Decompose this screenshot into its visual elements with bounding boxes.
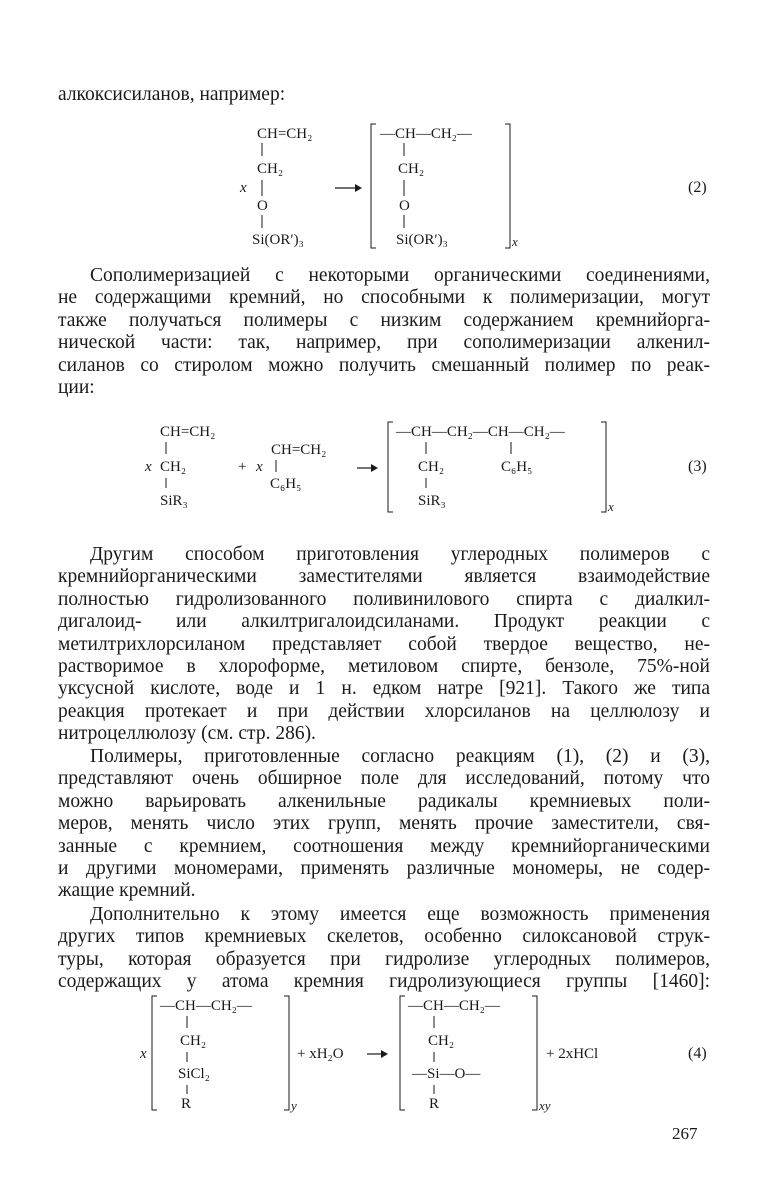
f3-b-1: C₆H₅: [270, 476, 302, 492]
p2-line: метилтрихлорсиланом представляет собой твердое вещество, не-: [58, 633, 710, 655]
f3-right-bot: SiR₃: [418, 493, 446, 509]
p1-line: Сополимеризацией с некоторыми органическими соединениями,: [90, 265, 710, 286]
f3-right-mid-a: CH₂: [418, 459, 445, 475]
f2-sub: x: [512, 234, 518, 249]
p2-line: Другим способом приготовления углеродных полимеров с: [90, 544, 710, 565]
p3-line: жащие кремний.: [58, 880, 196, 902]
p3-line: можно варьировать алкенильные радикалы кремниевых поли-: [58, 790, 710, 812]
formula-4: [0, 990, 774, 1115]
p3-line: меров, менять число этих групп, менять прочие заместители, свя-: [58, 813, 710, 835]
p4-line: туры, которая образуется при гидролизе углеродных полимеров,: [58, 948, 710, 970]
p4-line: Дополнительно к этому имеется еще возможность применения: [90, 904, 710, 925]
f4-right-2: —Si—O—: [412, 1066, 481, 1082]
p3-line: и другими мономерами, применять различные мономеры, не содер-: [58, 858, 710, 880]
p2-line: растворимое в хлороформе, метиловом спирте, бензоле, 75%-ной: [58, 656, 710, 678]
f2-left-1: CH₂: [257, 161, 284, 177]
f3-right-mid-b: C₆H₅: [501, 459, 533, 475]
f2-left-3: Si(OR′)₃: [252, 232, 304, 248]
f2-right-0: —CH—CH₂—: [380, 126, 472, 142]
f4-left-2: SiCl₂: [178, 1066, 210, 1082]
f2-arrow: [335, 184, 362, 192]
formula-2: [0, 118, 774, 253]
f2-number: (2): [688, 179, 707, 196]
p2-line: дигалоид- или алкилтригалоидсиланами. Продукт реакции с: [58, 611, 710, 633]
f3-arrow: [357, 464, 378, 472]
f2-right-2: O: [399, 198, 410, 214]
f4-left-0: —CH—CH₂—: [160, 998, 252, 1014]
formula-3: [0, 416, 774, 516]
p1-line: также получаться полимеры с низким содержанием кремнийорга-: [58, 309, 710, 331]
f3-a-0: CH=CH₂: [160, 424, 216, 440]
f4-water: + xH₂O: [297, 1046, 344, 1062]
f3-number: (3): [688, 458, 707, 475]
f2-right-1: CH₂: [398, 161, 425, 177]
f4-left-1: CH₂: [180, 1033, 207, 1049]
f3-a-2: SiR₃: [160, 493, 188, 509]
f3-plus: +: [238, 459, 247, 475]
paragraph-2: [58, 544, 710, 746]
paragraph-4: [58, 904, 710, 994]
f4-coef: x: [140, 1046, 147, 1062]
p4-line: содержащих у атома кремния гидролизующиеся группы [1460]:: [58, 971, 710, 993]
p1-line: нической части: так, например, при сополимеризации алкенил-: [58, 332, 710, 354]
f3-a-1: CH₂: [160, 459, 187, 475]
p2-line: полностью гидролизованного поливинилового спирта с диалкил-: [58, 588, 710, 610]
f4-right-3: R: [429, 1096, 440, 1112]
f3-right-top: —CH—CH₂—CH—CH₂—: [396, 424, 565, 440]
paragraph-1: [58, 265, 710, 399]
f2-right-3: Si(OR′)₃: [396, 232, 448, 248]
p3-line: Полимеры, приготовленные согласно реакциям (1), (2) и (3),: [90, 746, 710, 767]
f4-number: (4): [688, 1045, 707, 1062]
f3-b-0: CH=CH₂: [271, 442, 327, 458]
f2-coef: x: [240, 180, 247, 196]
f3-sub: x: [608, 499, 614, 514]
p1-line: не содержащими кремний, но способными к полимеризации, могут: [58, 287, 710, 309]
f3-coef-a: x: [145, 459, 152, 475]
f3-coef-b: x: [256, 459, 263, 475]
p3-line: занные с кремнием, соотношения между кремнийорганическими: [58, 835, 710, 857]
p2-line: реакция протекает и при действии хлорсиланов на целлюлозу и: [58, 700, 710, 722]
f4-sub-left: y: [291, 1098, 297, 1113]
f4-right-0: —CH—CH₂—: [408, 998, 500, 1014]
intro-line: алкоксисиланов, например:: [58, 84, 286, 105]
page-number: 267: [672, 1124, 698, 1143]
f4-right-1: CH₂: [428, 1033, 455, 1049]
f4-arrow: [367, 1050, 388, 1058]
p1-line: ции:: [58, 377, 95, 399]
f2-left-0: CH=CH₂: [257, 126, 313, 142]
p2-line: нитроцеллюлозу (см. стр. 286).: [58, 723, 316, 745]
p3-line: представляют очень обширное поле для исследований, потому что: [58, 768, 710, 790]
paragraph-3: [58, 746, 710, 903]
p2-line: уксусной кислоте, воде и 1 н. едком натре [921]. Такого же типа: [58, 678, 710, 700]
f4-left-3: R: [181, 1096, 192, 1112]
f4-sub-right: xy: [539, 1098, 551, 1113]
p1-line: силанов со стиролом можно получить смешанный полимер по реак-: [58, 354, 710, 376]
f2-left-2: O: [257, 198, 268, 214]
p2-line: кремнийорганическими заместителями является взаимодействие: [58, 566, 710, 588]
p4-line: других типов кремниевых скелетов, особенно силоксановой струк-: [58, 926, 710, 948]
f4-product: + 2xHCl: [546, 1046, 599, 1062]
